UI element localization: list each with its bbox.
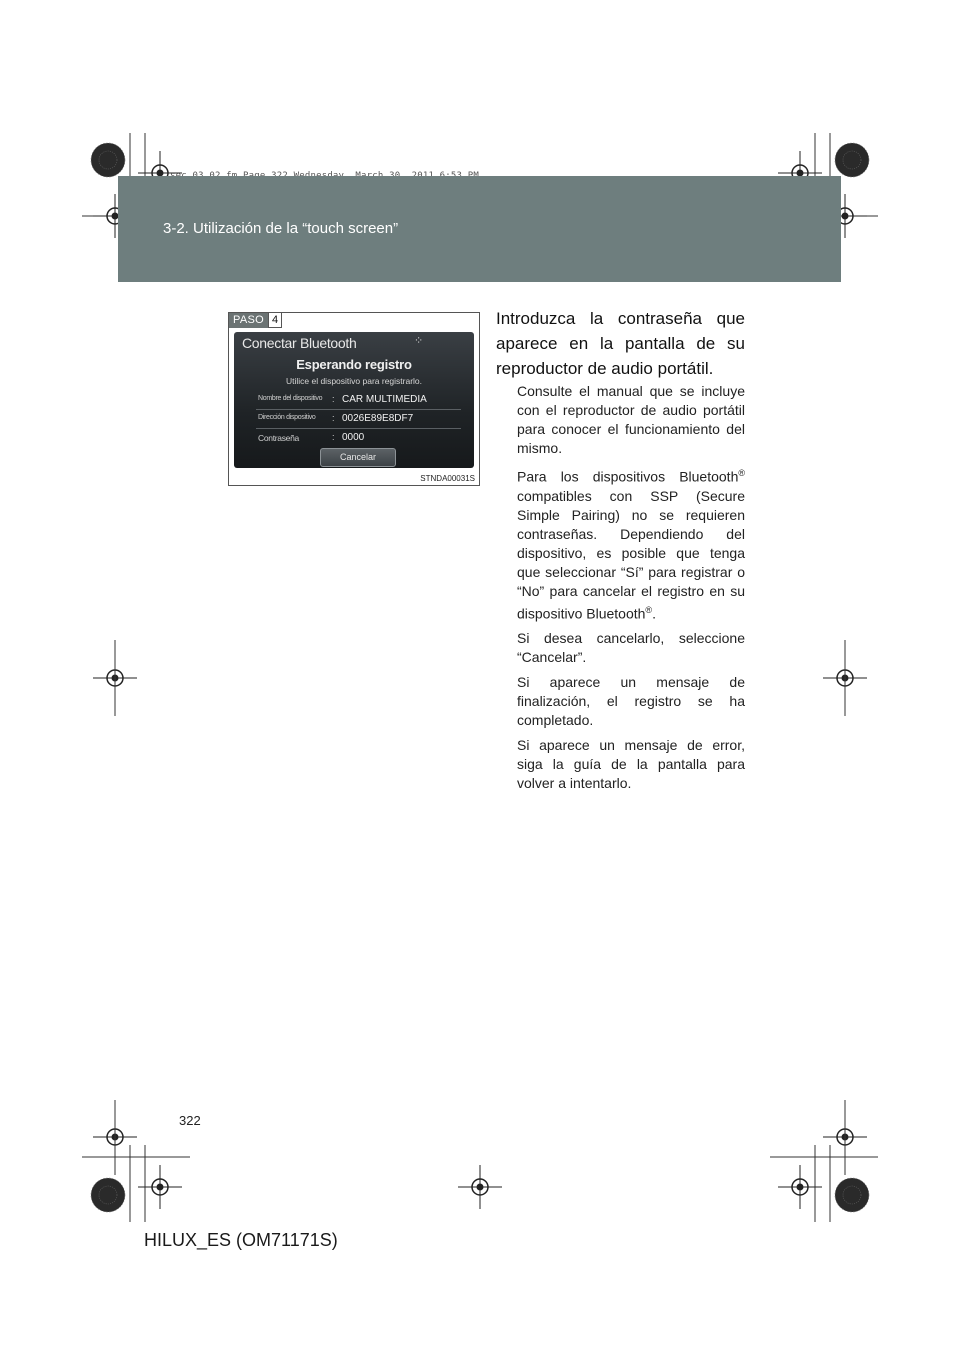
- note-ssp-part2: compatibles con SSP (Secure Simple Pairing) no se requieren contraseñas. Dependiendo del dispositivo, es posible que tenga que seleccionar “Sí” para registrar o “No” para cancelar el registro en su dispositivo Bluetooth: [517, 487, 745, 622]
- footer-model-code: HILUX_ES (OM71171S): [144, 1230, 338, 1250]
- screen-instruction: Utilice el dispositivo para registrarlo.: [285, 376, 423, 386]
- step-tag: [229, 313, 282, 328]
- device-address-value: 0026E89E8DF7: [342, 413, 414, 424]
- device-name-label: Nombre del dispositivo: [258, 395, 323, 402]
- note-manual: Consulte el manual que se incluye con el reproductor de audio portátil para conocer el funcionamiento del mismo.: [517, 383, 745, 456]
- passkey-row: [256, 430, 461, 447]
- note-completion: Si aparece un mensaje de finalización, el registro se ha completado.: [517, 674, 745, 729]
- screen-subtitle: Esperando registro: [296, 357, 412, 372]
- device-address-row: [256, 411, 461, 429]
- section-title: 3-2. Utilización de la “touch screen”: [163, 220, 399, 237]
- note-ssp-part3: .: [652, 605, 656, 622]
- step-instruction: Introduzca la contraseña que aparece en la pantalla de su reproductor de audio portátil.: [496, 309, 745, 378]
- device-name-value: CAR MULTIMEDIA: [342, 394, 427, 405]
- colon: :: [332, 394, 335, 404]
- device-address-label: Dirección dispositivo: [258, 414, 316, 421]
- note-cancel: Si desea cancelarlo, seleccione “Cancelar”.: [517, 630, 745, 666]
- device-name-row: [256, 392, 461, 410]
- colon: :: [332, 413, 335, 423]
- notes: [517, 382, 745, 799]
- passkey-value: 0000: [342, 432, 365, 443]
- step-label: PASO: [229, 313, 268, 328]
- registered-mark: ®: [738, 468, 745, 478]
- step-number: 4: [268, 313, 282, 328]
- registered-mark: ®: [645, 604, 653, 615]
- page-number: 322: [179, 1113, 201, 1128]
- colon: :: [332, 432, 335, 442]
- note-ssp-part1: Para los dispositivos Bluetooth: [517, 468, 739, 485]
- section-header-band: [118, 176, 841, 282]
- display-screen: [234, 332, 474, 468]
- passkey-label: Contraseña: [258, 433, 299, 443]
- note-error: Si aparece un mensaje de error, siga la guía de la pantalla para volver a intentarlo.: [517, 737, 745, 792]
- loading-spinner-icon: ⁘: [414, 335, 424, 347]
- cancel-button[interactable]: Cancelar: [320, 448, 396, 467]
- figure-code: STNDA00031S: [420, 474, 475, 483]
- screen-title: Conectar Bluetooth: [242, 335, 357, 351]
- screen-figure: [228, 312, 480, 486]
- note-ssp: [517, 464, 745, 623]
